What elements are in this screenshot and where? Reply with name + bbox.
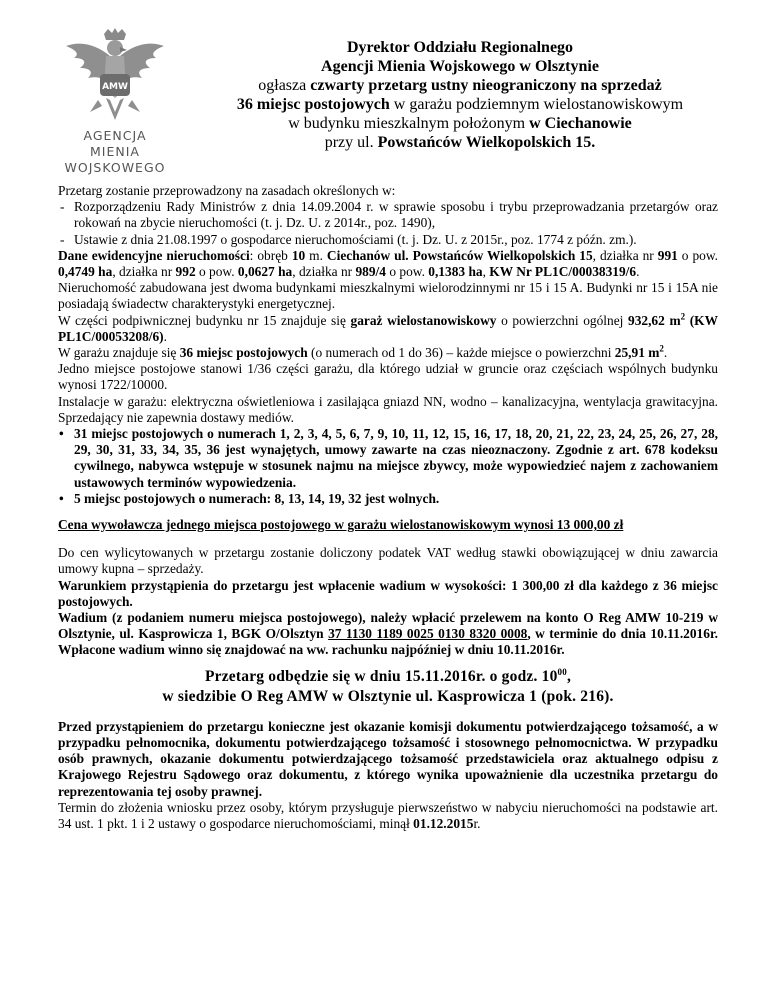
spots-text: . <box>663 345 668 361</box>
header-line-2: Agencji Mienia Wojskowego w Olsztynie <box>321 58 599 75</box>
header-line-4-b: w garażu podziemnym wielostanowiskowym <box>389 96 684 113</box>
property-data-plot: 992 <box>175 264 196 280</box>
garage-area-unit-sup: 2 <box>680 311 686 322</box>
garage-text: . <box>163 328 167 344</box>
property-data-land-register: KW Nr PL1C/00038319/6 <box>489 264 637 280</box>
deadline-text: r. <box>473 815 481 831</box>
property-data-text: , działka nr <box>592 247 658 263</box>
property-data <box>58 248 718 280</box>
property-data-text: m. <box>305 247 327 263</box>
property-data-text: o pow. <box>385 264 429 280</box>
announcement-header <box>200 38 720 152</box>
deposit-payment-text: Wadium (z podaniem numeru miejsca postojowego), należy wpłacić przelewem na konto O Reg AMW 10-219 w Olsztynie, ul. Kasprowicza 1, BGK O/Olsztyn <box>58 610 718 642</box>
property-data-address: Ciechanów ul. Powstańców Wielkopolskich 15 <box>326 247 593 263</box>
spots-status-item: • 5 miejsc postojowych o numerach: 8, 13, 14, 19, 32 jest wolnych. <box>58 491 718 507</box>
building-paragraph: Nieruchomość zabudowana jest dwoma budynkami mieszkalnymi wielorodzinnymi nr 15 i 15 A. Budynki nr 15 i 15A nie posiadają świadectw charakterystyki energetycznej. <box>58 280 718 312</box>
logo-line-1: AGENCJA <box>83 128 147 143</box>
deposit-condition: Warunkiem przystąpienia do przetargu jest wpłacenie wadium w wysokości: 1 300,00 zł dla każdego z 36 miejsc postojowych. <box>58 577 718 609</box>
header-line-3 <box>200 76 720 95</box>
spots-count: 36 miejsc postojowych <box>179 345 308 361</box>
header-line-1: Dyrektor Oddziału Regionalnego <box>346 39 574 56</box>
spots-text: (o numerach od 1 do 36) – każde miejsce o powierzchni <box>307 345 615 361</box>
document-body <box>58 183 718 832</box>
header-line-6-a: przy ul. <box>324 134 378 151</box>
installations-paragraph: Instalacje w garażu: elektryczna oświetleniowa i zasilająca gniazd NN, wodno – kanalizacyjna, wentylacja grawitacyjna. Sprzedający nie zapewnia dostawy mediów. <box>58 393 718 425</box>
legal-basis-item: - Rozporządzeniu Rady Ministrów z dnia 14.09.2004 r. w sprawie sposobu i trybu przeprowadzania przetargów oraz rokowań na zbycie nieruchomości (t. j. Dz. U. z 2014r., poz. 1490), <box>58 199 718 231</box>
garage-type: garaż wielostanowiskowy <box>350 312 497 328</box>
header-line-5 <box>200 114 720 133</box>
deposit-payment <box>58 610 718 659</box>
property-data-area: 0,1383 ha <box>428 264 483 280</box>
starting-price: Cena wywoławcza jednego miejsca postojowego w garażu wielostanowiskowym wynosi 13 000,00 zł <box>58 517 624 533</box>
property-data-text: , działka nr <box>292 264 356 280</box>
property-data-label: Dane ewidencyjne nieruchomości <box>58 247 250 263</box>
garage-area: 932,62 m <box>628 312 681 328</box>
garage-text: o powierzchni ogólnej <box>496 312 628 328</box>
header-line-5-b: w Ciechanowie <box>529 115 632 132</box>
property-data-text: . <box>636 264 640 280</box>
garage-text: W części podpiwnicznej budynku nr 15 znajduje się <box>58 312 351 328</box>
amw-logo <box>40 28 190 176</box>
property-data-text: o pow. <box>195 264 238 280</box>
deadline-text: Termin do złożenia wniosku przez osoby, którym przysługuje pierwszeństwo w nabyciu nieruchomości na podstawie art. 34 ust. 1 pkt. 1 i 2 ustawy o gospodarce nieruchomościami, minął <box>58 799 718 831</box>
spots-paragraph <box>58 345 718 361</box>
auction-date <box>58 667 718 687</box>
garage-paragraph <box>58 313 718 345</box>
deposit-payment-text: , w terminie do dnia 10.11.2016r. Wpłacone wadium winno się znajdować na ww. rachunku najpóźniej w dniu 10.11.2016r. <box>58 626 719 658</box>
header-line-4 <box>200 95 720 114</box>
property-data-text: : obręb <box>249 247 292 263</box>
auction-date-text: , <box>566 667 572 685</box>
property-data-text: , <box>482 264 490 280</box>
intro-text: Przetarg zostanie przeprowadzony na zasadach określonych w: <box>58 183 396 198</box>
header-line-6 <box>200 133 720 152</box>
spots-text: W garażu znajduje się <box>58 345 180 361</box>
header-line-3-b: czwarty przetarg ustny nieograniczony na sprzedaż <box>310 77 662 94</box>
header-line-3-a: ogłasza <box>258 77 311 94</box>
share-paragraph: Jedno miejsce postojowe stanowi 1/36 części garażu, dla którego udział w gruncie oraz częściach wspólnych budynku wynosi 1722/10000. <box>58 361 718 393</box>
vat-paragraph: Do cen wylicytowanych w przetargu zostanie doliczony podatek VAT według stawki obowiązującej w dniu zawarcia umowy kupna – sprzedaży. <box>58 545 718 577</box>
spots-status-list <box>58 426 718 507</box>
auction-date-text: Przetarg odbędzie się w dniu 15.11.2016r. o godz. 10 <box>204 667 558 685</box>
auction-time-minutes: 00 <box>557 666 567 677</box>
property-data-precinct: 10 <box>291 247 306 263</box>
spot-area: 25,91 m <box>614 345 660 361</box>
header-line-6-b: Powstańców Wielkopolskich 15. <box>377 134 596 151</box>
property-data-text: o pow. <box>677 247 719 263</box>
eagle-emblem-icon <box>60 28 170 128</box>
legal-basis-item: - Ustawie z dnia 21.08.1997 o gospodarce nieruchomościami (t. j. Dz. U. z 2015r., poz. 1774 z późn. zm.). <box>58 232 718 248</box>
deadline-date: 01.12.2015 <box>413 815 474 831</box>
property-data-plot: 991 <box>657 247 678 263</box>
spots-status-item: • 31 miejsc postojowych o numerach 1, 2, 3, 4, 5, 6, 7, 9, 10, 11, 12, 15, 16, 17, 18, 20, 21, 22, 23, 24, 25, 26, 27, 28, 29, 30, 31, 33, 34, 35, 36 jest wynajętych, umowy zawarte na czas nieoznaczony. Zgodnie z art. 678 kodeksu cywilnego, nabywca wstępuje w stosunek najmu na miejsce zbywcy, może wypowiedzieć najem z zachowaniem ustawowych terminów wypowiedzenia. <box>58 426 718 491</box>
requirements-paragraph: Przed przystąpieniem do przetargu konieczne jest okazanie komisji dokumentu potwierdzającego tożsamość, a w przypadku pełnomocnika, dokumentu potwierdzającego tożsamość i stosownego pełnomocnictwa. W przypadku osób prawnych, okazanie dokumentu potwierdzającego tożsamość przedstawiciela oraz aktualnego odpisu z Krajowego Rejestru Sądowego oraz dokumentu, z którego wynika upoważnienie dla uczestnika przetargu do reprezentowania tej osoby prawnej. <box>58 718 718 799</box>
property-data-text: , działka nr <box>112 264 176 280</box>
garage-land-register: (KW PL1C/00053208/6) <box>58 312 718 344</box>
header-line-4-a: 36 miejsc postojowych <box>236 96 390 113</box>
bank-account-number: 37 1130 1189 0025 0130 8320 0008 <box>328 626 528 642</box>
property-data-area: 0,0627 ha <box>237 264 293 280</box>
deadline-paragraph <box>58 800 718 832</box>
auction-location: w siedzibie O Reg AMW w Olsztynie ul. Kasprowicza 1 (pok. 216). <box>162 687 614 705</box>
spot-area-unit-sup: 2 <box>659 343 664 354</box>
header-line-5-a: w budynku mieszkalnym położonym <box>288 115 530 132</box>
logo-line-2: MIENIA WOJSKOWEGO <box>64 144 166 175</box>
logo-badge-text: AMW <box>102 82 128 92</box>
property-data-area: 0,4749 ha <box>58 264 113 280</box>
legal-basis-list <box>58 199 718 248</box>
property-data-plot: 989/4 <box>355 264 386 280</box>
